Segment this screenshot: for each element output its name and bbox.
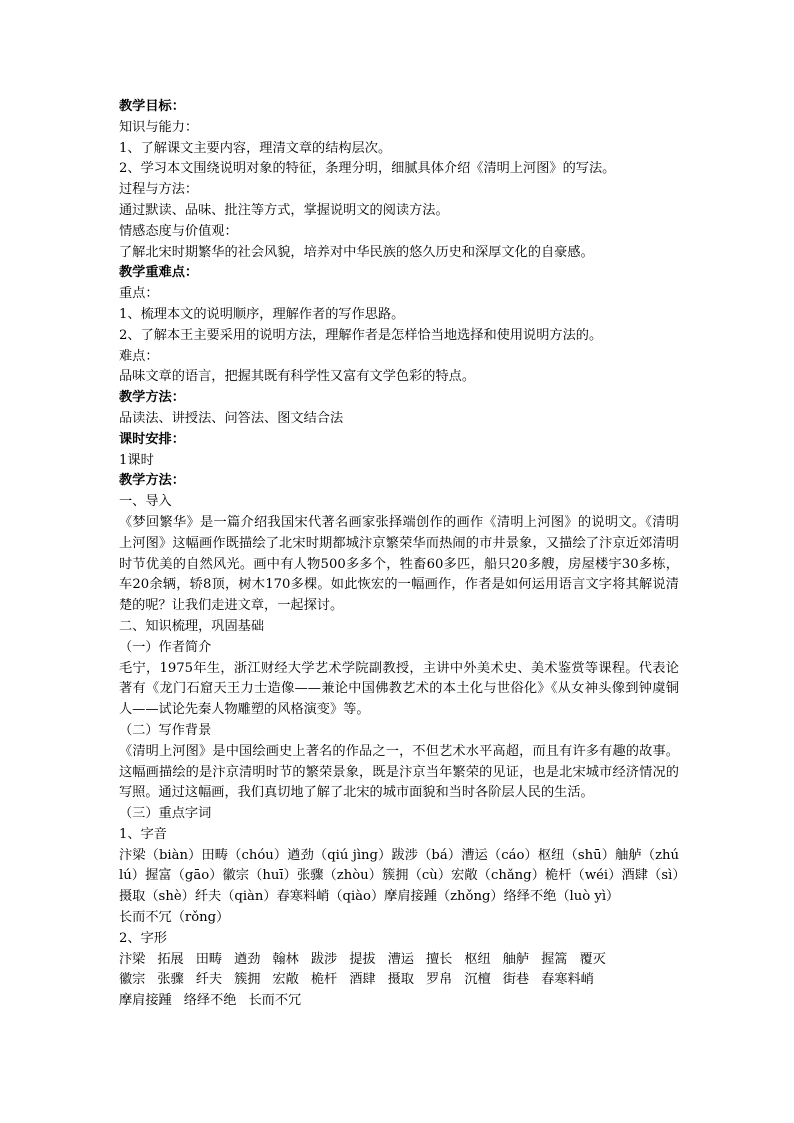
teaching-method-heading: 教学方法： [119, 390, 185, 406]
word-item: 跋涉 [310, 951, 338, 967]
goals-heading: 教学目标： [119, 99, 185, 114]
teaching-method-item-1: 品读法、讲授法、问答法、图文结合法 [119, 410, 344, 426]
teaching-process-heading: 教学方法： [119, 473, 185, 489]
difficult-points-item-1: 品味文章的语言，把握其既有科学性又富有文学色彩的特点。 [119, 369, 476, 385]
word-item: 遒劲 [234, 951, 261, 967]
pronunciation-last-line: 长而不冗（rǒng） [119, 910, 230, 926]
schedule-heading: 课时安排： [119, 431, 185, 447]
word-item: 翰林 [272, 951, 299, 967]
word-item: 长而不冗 [248, 993, 302, 1009]
word-item: 擅长 [426, 951, 453, 967]
subsection-1-title: （一）作者简介 [119, 639, 212, 655]
knowledge-ability-item-1: 1、了解课文主要内容，理清文章的结构层次。 [119, 140, 392, 156]
knowledge-ability-label: 知识与能力： [119, 119, 199, 135]
section-1-paragraph: 《梦回繁华》是一篇介绍我国宋代著名画家张择端创作的画作《清明上河图》的说明文。《清明上河图》这幅画作既描绘了北宋时期都城汴京繁荣华而热闹的市井景象，又描绘了汴京近郊清明时节优美的自然风光。画中有人物500多多个，牲畜60多匹，船只20多艘，房屋楼宇30多栋，车20余辆，轿8顶，树木170多棵。如此恢宏的一幅画作，作者是如何运用语言文字将其解说清楚的呢？让我们走进文章，一起探讨。 [119, 514, 679, 614]
word-form-row-1 [119, 950, 679, 971]
key-difficult-heading: 教学重难点： [119, 265, 199, 281]
word-item: 络绎不绝 [183, 993, 237, 1009]
word-item: 徽宗 [119, 972, 146, 988]
word-item: 沉檀 [464, 972, 491, 988]
word-item: 春寒料峭 [541, 972, 594, 988]
key-points-label: 重点： [119, 286, 159, 302]
word-item: 枢纽 [464, 951, 491, 967]
word-item: 桅杆 [310, 972, 338, 988]
word-item: 纤夫 [195, 972, 223, 988]
word-item: 摄取 [387, 972, 414, 988]
word-item: 街巷 [502, 972, 530, 988]
section-2-title: 二、知识梳理，巩固基础 [119, 618, 265, 634]
document-page [119, 97, 679, 1012]
difficult-points-label: 难点： [119, 348, 159, 364]
subsection-1-paragraph: 毛宁，1975年生，浙江财经大学艺术学院副教授，主讲中外美术史、美术鉴赏等课程。代表论著有《龙门石窟天王力士造像——兼论中国佛教艺术的本土化与世俗化》《从女神头像到钟虞铜人——试论先秦人物雕塑的风格演变》等。 [119, 660, 679, 718]
key-points-item-1: 1、梳理本文的说明顺序，理解作者的写作思路。 [119, 306, 405, 322]
word-item: 拓展 [157, 951, 184, 967]
word-item: 舳舻 [502, 951, 530, 967]
pronunciation-paragraph: 汴梁（biàn）田畴（chóu）遒劲（qiú jìng）跋涉（bá）漕运（cáo）枢纽（shū）舳舻（zhú lú）握富（gāo）徽宗（huī）张骤（zhòu）簇拥（cù）宏敞（chǎng）桅杆（wéi）酒肆（sì）摄取（shè）纤夫（qiàn）春寒料峭（qiào）摩肩接踵（zhǒng）络绎不绝（luò yì） [119, 847, 679, 905]
word-item: 簇拥 [234, 972, 261, 988]
word-item: 酒肆 [349, 972, 376, 988]
section-1-title: 一、导入 [119, 494, 172, 510]
emotion-values-label: 情感态度与价值观： [119, 223, 238, 239]
subsection-3-title: （三）重点字词 [119, 806, 212, 822]
word-item: 汴梁 [119, 951, 146, 967]
key-points-item-2: 2、了解本王主要采用的说明方法，理解作者是怎样恰当地选择和使用说明方法的。 [119, 327, 603, 343]
word-form-row-2 [119, 970, 679, 991]
knowledge-ability-item-2: 2、学习本文围绕说明对象的特征，条理分明，细腻具体介绍《清明上河图》的写法。 [119, 161, 616, 177]
process-method-label: 过程与方法： [119, 182, 199, 198]
emotion-values-item-1: 了解北宋时期繁华的社会风貌，培养对中华民族的悠久历史和深厚文化的自豪感。 [119, 244, 594, 260]
word-item: 握篙 [541, 951, 568, 967]
word-item: 摩肩接踵 [119, 993, 172, 1009]
word-item: 罗帛 [426, 972, 453, 988]
word-item: 覆灭 [579, 951, 606, 967]
pronunciation-title: 1、字音 [119, 826, 167, 842]
word-item: 张骤 [157, 972, 184, 988]
word-item: 田畴 [195, 951, 223, 967]
subsection-2-title: （二）写作背景 [119, 722, 212, 738]
schedule-item-1: 1课时 [119, 452, 154, 468]
word-form-row-3 [119, 991, 679, 1012]
subsection-2-paragraph: 《清明上河图》是中国绘画史上著名的作品之一，不但艺术水平高超，而且有许多有趣的故事。这幅画描绘的是汴京清明时节的繁荣景象，既是汴京当年繁荣的见证，也是北宋城市经济情况的写照。通过这幅画，我们真切地了解了北宋的城市面貌和当时各阶层人民的生活。 [119, 743, 679, 801]
word-item: 漕运 [387, 951, 414, 967]
word-item: 宏敞 [272, 972, 299, 988]
word-item: 提拔 [349, 951, 376, 967]
word-form-title: 2、字形 [119, 930, 167, 946]
process-method-item-1: 通过默读、品味、批注等方式，掌握说明文的阅读方法。 [119, 202, 449, 218]
